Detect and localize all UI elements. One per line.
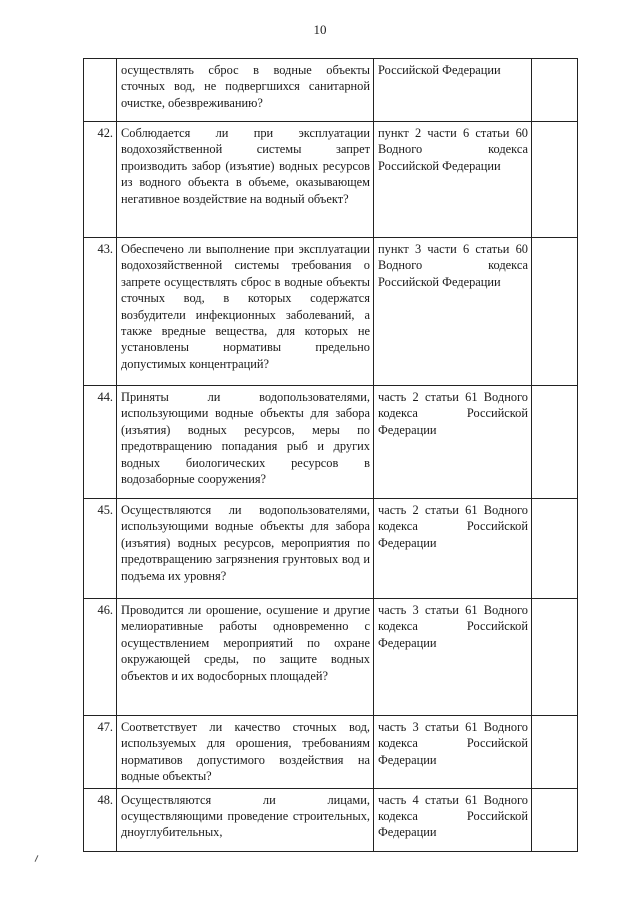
row-number: 47.: [84, 716, 117, 789]
answer-cell: [532, 599, 578, 716]
answer-cell: [532, 716, 578, 789]
margin-mark: [35, 855, 39, 862]
question-cell: Обеспечено ли выполнение при эксплуатации водохозяйственной системы требования о запрете осуществлять сброс в водные объекты сточных вод, в которых содержатся возбудители инфекционных заболеваний, а также вредные вещества, для которых не установлены нормативы предельно допустимых концентраций?: [117, 238, 374, 386]
question-cell: Соответствует ли качество сточных вод, используемых для орошения, требованиям нормативов допустимого воздействия на водные объекты?: [117, 716, 374, 789]
answer-cell: [532, 122, 578, 238]
legal-reference-cell: часть 2 статьи 61 Водного кодекса Российской Федерации: [374, 499, 532, 599]
row-number: 42.: [84, 122, 117, 238]
question-cell: Приняты ли водопользователями, использующими водные объекты для забора (изъятия) водных ресурсов, меры по предотвращению попадания рыб и других водных биологических ресурсов в водозаборные сооружения?: [117, 386, 374, 499]
table-row: [84, 59, 578, 122]
page-number: 10: [313, 22, 327, 37]
row-number: 45.: [84, 499, 117, 599]
table-row: [84, 788, 578, 851]
row-number: 43.: [84, 238, 117, 386]
row-number: 48.: [84, 788, 117, 851]
question-cell: Осуществляются ли лицами, осуществляющими проведение строительных, дноуглубительных,: [117, 788, 374, 851]
table-row: [84, 122, 578, 238]
question-cell: осуществлять сброс в водные объекты сточных вод, не подвергшихся санитарной очистке, обезвреживанию?: [117, 59, 374, 122]
question-cell: Осуществляются ли водопользователями, использующими водные объекты для забора (изъятия) водных ресурсов, мероприятия по предотвращению загрязнения грунтовых вод и подъема их уровня?: [117, 499, 374, 599]
question-cell: Проводится ли орошение, осушение и другие мелиоративные работы одновременно с осуществлением мероприятий по охране окружающей среды, по защите водных объектов и их водосборных площадей?: [117, 599, 374, 716]
answer-cell: [532, 238, 578, 386]
legal-reference-cell: Российской Федерации: [374, 59, 532, 122]
legal-reference-cell: часть 3 статьи 61 Водного кодекса Российской Федерации: [374, 716, 532, 789]
legal-reference-cell: пункт 3 части 6 статьи 60 Водного кодекса Российской Федерации: [374, 238, 532, 386]
legal-reference-cell: часть 4 статьи 61 Водного кодекса Российской Федерации: [374, 788, 532, 851]
answer-cell: [532, 386, 578, 499]
row-number: 44.: [84, 386, 117, 499]
question-cell: Соблюдается ли при эксплуатации водохозяйственной системы запрет производить забор (изъятие) водных ресурсов из водного объекта в объеме, оказывающем негативное воздействие на водный объект?: [117, 122, 374, 238]
legal-reference-cell: часть 3 статьи 61 Водного кодекса Российской Федерации: [374, 599, 532, 716]
legal-reference-cell: часть 2 статьи 61 Водного кодекса Российской Федерации: [374, 386, 532, 499]
answer-cell: [532, 59, 578, 122]
table-row: [84, 716, 578, 789]
answer-cell: [532, 499, 578, 599]
table-row: [84, 599, 578, 716]
row-number: [84, 59, 117, 122]
legal-reference-cell: пункт 2 части 6 статьи 60 Водного кодекса Российской Федерации: [374, 122, 532, 238]
table-row: [84, 386, 578, 499]
checklist-table: [83, 58, 578, 852]
table-row: [84, 499, 578, 599]
table-row: [84, 238, 578, 386]
row-number: 46.: [84, 599, 117, 716]
answer-cell: [532, 788, 578, 851]
